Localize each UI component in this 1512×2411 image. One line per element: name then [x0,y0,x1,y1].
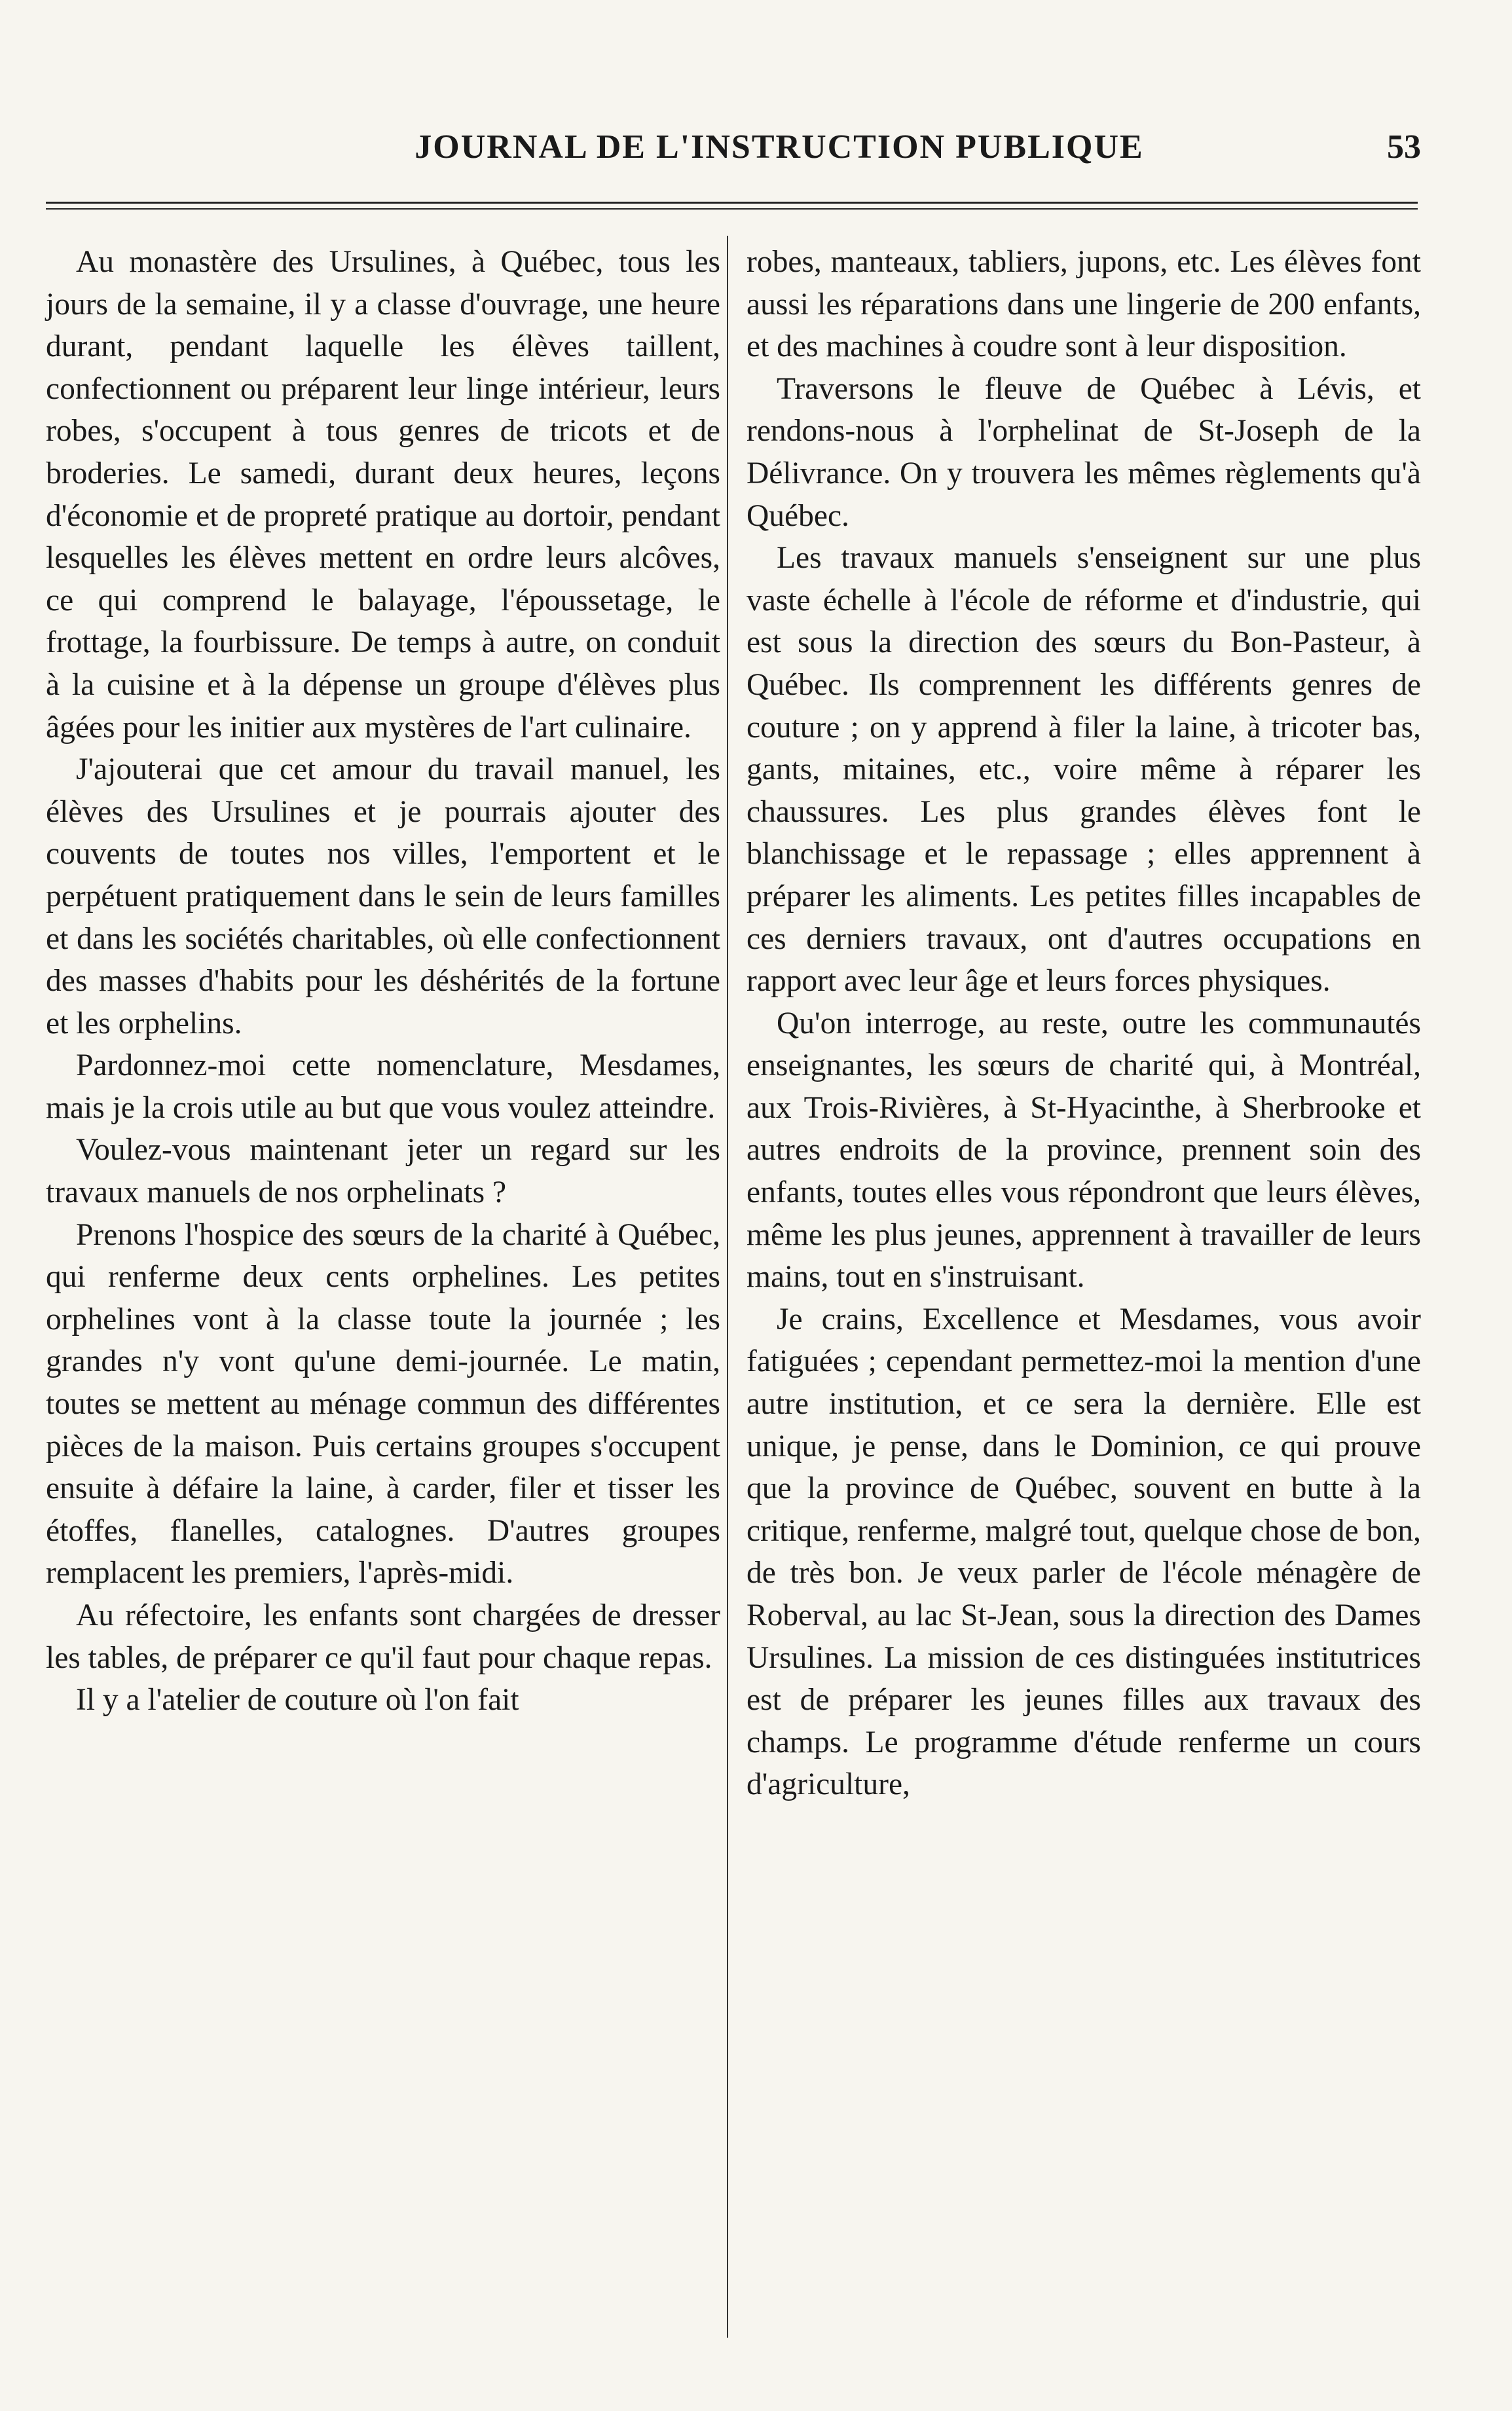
paragraph: Les travaux manuels s'enseignent sur une plus vaste échelle à l'école de réforme et d'industrie, qui est sous la direction des sœurs du Bon-Pasteur, à Québec. Ils comprennent les différents genres de couture ; on y apprend à filer la laine, à tricoter bas, gants, mitaines, etc., voire même à réparer les chaussures. Les plus grandes élèves font le blanchissage et le repassage ; elles apprennent à préparer les aliments. Les petites filles incapables de ces derniers travaux, ont d'autres occupations en rapport avec leur âge et leurs forces physiques. [747,541,1421,999]
header-rule [46,202,1418,204]
column-divider [727,236,728,2338]
paragraph: Il y a l'atelier de couture où l'on fait [76,1683,519,1718]
paragraph: Traversons le fleuve de Québec à Lévis, et rendons-nous à l'orphelinat de St-Joseph de la Délivrance. On y trouvera les mêmes règlements qu'à Québec. [747,371,1421,533]
paragraph: Au monastère des Ursulines, à Québec, tous les jours de la semaine, il y a classe d'ouvrage, une heure durant, pendant laquelle les élèves taillent, confectionnent ou préparent leur linge intérieur, leurs robes, s'occupent à tous genres de tricots et de broderies. Le samedi, durant deux heures, leçons d'économie et de propreté pratique au dortoir, pendant lesquelles les élèves mettent en ordre leurs alcôves, ce qui comprend le balayage, l'époussetage, le frottage, la fourbissure. De temps à autre, on conduit à la cuisine et à la dépense un groupe d'élèves plus âgées pour les initier aux mystères de l'art culinaire. [46,245,720,745]
right-column [747,241,1421,1806]
paragraph: Qu'on interroge, au reste, outre les communautés enseignantes, les sœurs de charité qui, à Montréal, aux Trois-Rivières, à St-Hyacinthe, à Sherbrooke et autres endroits de la province, prennent soin des enfants, toutes elles vous répondront que leurs élèves, même les plus jeunes, apprennent à travailler de leurs mains, tout en s'instruisant. [747,1006,1421,1295]
header-rule-thin [46,208,1418,210]
paragraph-continued: robes, manteaux, tabliers, jupons, etc. Les élèves font aussi les réparations dans une lingerie de 200 enfants, et des machines à coudre sont à leur disposition. [747,245,1421,364]
journal-title: JOURNAL DE L'INSTRUCTION PUBLIQUE [415,128,1144,166]
paragraph: Au réfectoire, les enfants sont chargées de dresser les tables, de préparer ce qu'il faut pour chaque repas. [46,1598,720,1675]
left-column [46,241,720,1721]
paragraph: Prenons l'hospice des sœurs de la charité à Québec, qui renferme deux cents orphelines. Les petites orphelines vont à la classe toute la journée ; les grandes n'y vont qu'une demi-journée. Le matin, toutes se mettent au ménage commun des différentes pièces de la maison. Puis certains groupes s'occupent ensuite à défaire la laine, à carder, filer et tisser les étoffes, flanelles, catalognes. D'autres groupes remplacent les premiers, l'après-midi. [46,1217,720,1591]
running-header [46,128,1421,180]
paragraph: Pardonnez-moi cette nomenclature, Mesdames, mais je la crois utile au but que vous voulez atteindre. [46,1048,720,1125]
paragraph: Voulez-vous maintenant jeter un regard sur les travaux manuels de nos orphelinats ? [46,1133,720,1210]
paragraph: Je crains, Excellence et Mesdames, vous avoir fatiguées ; cependant permettez-moi la mention d'une autre institution, et ce sera la dernière. Elle est unique, je pense, dans le Dominion, ce qui prouve que la province de Québec, souvent en butte à la critique, renferme, malgré tout, quelque chose de bon, de très bon. Je veux parler de l'école ménagère de Roberval, au lac St-Jean, sous la direction des Dames Ursulines. La mission de ces distinguées institutrices est de préparer les jeunes filles aux travaux des champs. Le programme d'étude renferme un cours d'agriculture, [747,1302,1421,1802]
paragraph: J'ajouterai que cet amour du travail manuel, les élèves des Ursulines et je pourrais ajouter des couvents de toutes nos villes, l'emportent et le perpétuent pratiquement dans le sein de leurs familles et dans les sociétés charitables, où elle confectionnent des masses d'habits pour les déshérités de la fortune et les orphelins. [46,752,720,1040]
page-number: 53 [1387,128,1421,166]
